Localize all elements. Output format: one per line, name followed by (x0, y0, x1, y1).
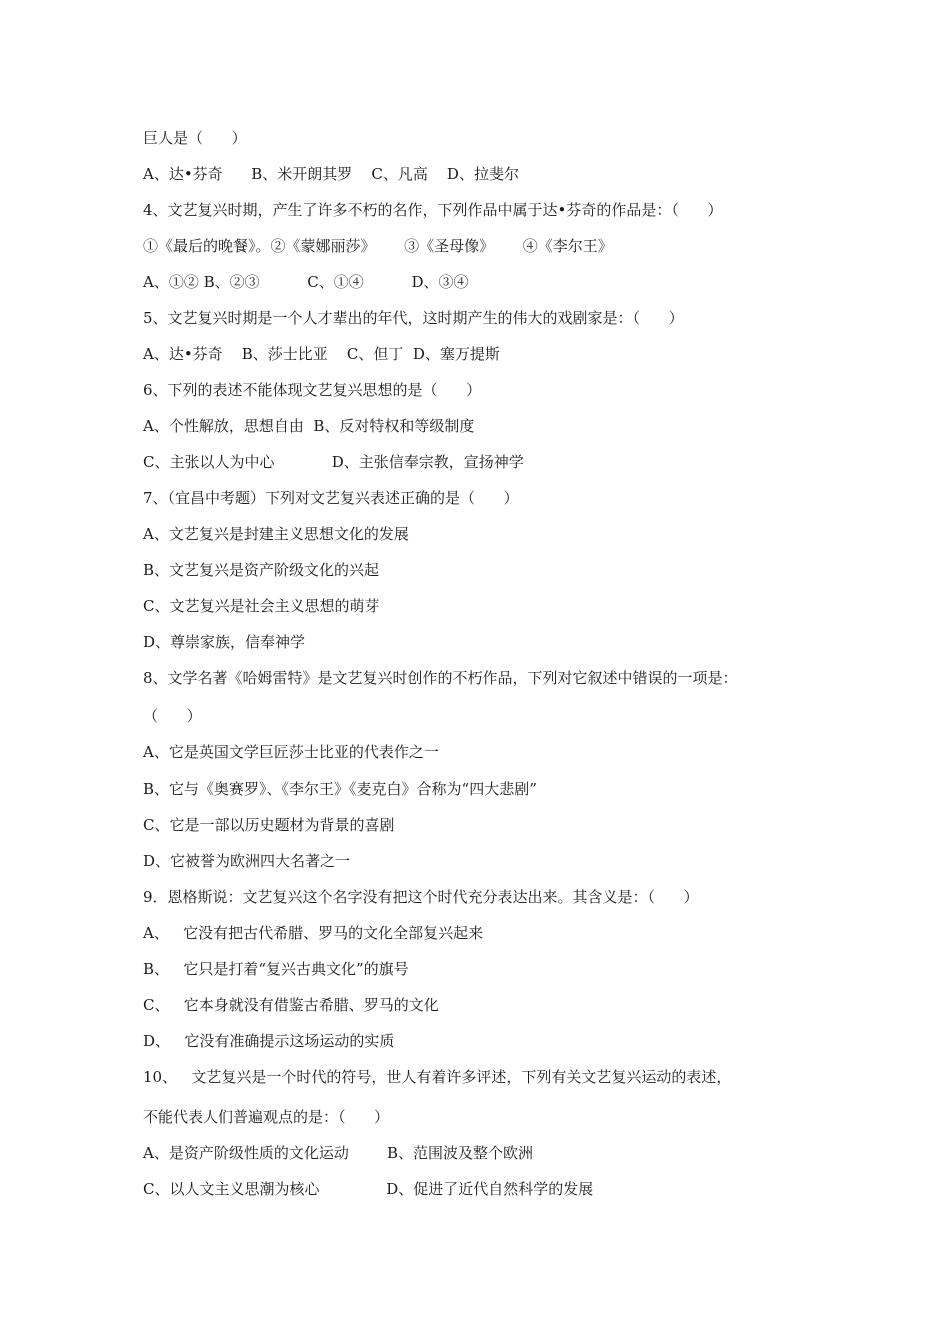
question-8-blank: （ ） (143, 707, 202, 725)
question-7-stem: 7、（宜昌中考题）下列对文艺复兴表述正确的是（ ） (143, 489, 519, 507)
question-3-options: A、达•芬奇 B、米开朗其罗 C、凡高 D、拉斐尔 (143, 165, 519, 183)
question-8-option-d: D、它被誉为欧洲四大名著之一 (143, 852, 351, 870)
question-9-option-c: C、 它本身就没有借鉴古希腊、罗马的文化 (143, 996, 439, 1014)
question-3-stem-end: 巨人是（ ） (143, 129, 247, 147)
question-10-options-cd: C、以人文主义思潮为核心 D、促进了近代自然科学的发展 (143, 1180, 594, 1198)
question-9-option-b: B、 它只是打着“复兴古典文化”的旗号 (143, 960, 409, 978)
question-7-option-b: B、文艺复兴是资产阶级文化的兴起 (143, 561, 380, 579)
question-4-works: ①《最后的晚餐》。②《蒙娜丽莎》 ③《圣母像》 ④《李尔王》 (143, 237, 613, 255)
question-7-option-c: C、文艺复兴是社会主义思想的萌芽 (143, 597, 380, 615)
question-9-option-a: A、 它没有把古代希腊、罗马的文化全部复兴起来 (143, 924, 484, 942)
question-4-stem: 4、文艺复兴时期，产生了许多不朽的名作，下列作品中属于达•芬奇的作品是：（ ） (143, 201, 723, 219)
question-5-options: A、达•芬奇 B、莎士比亚 C、但丁 D、塞万提斯 (143, 345, 500, 363)
question-8-stem: 8、文学名著《哈姆雷特》是文艺复兴时创作的不朽作品，下列对它叙述中错误的一项是： (143, 669, 738, 687)
question-8-option-c: C、它是一部以历史题材为背景的喜剧 (143, 816, 395, 834)
question-10-options-ab: A、是资产阶级性质的文化运动 B、范围波及整个欧洲 (143, 1144, 534, 1162)
question-7-option-a: A、文艺复兴是封建主义思想文化的发展 (143, 525, 409, 543)
question-10-stem: 10、 文艺复兴是一个时代的符号，世人有着许多评述，下列有关文艺复兴运动的表述， (143, 1068, 732, 1086)
question-5-stem: 5、文艺复兴时期是一个人才辈出的年代，这时期产生的伟大的戏剧家是：（ ） (143, 309, 684, 327)
question-4-options: A、①② B、②③ C、①④ D、③④ (143, 273, 469, 291)
question-6-options-cd: C、主张以人为中心 D、主张信奉宗教，宣扬神学 (143, 453, 524, 471)
question-10-stem-cont: 不能代表人们普遍观点的是：（ ） (143, 1108, 390, 1126)
question-8-option-a: A、它是英国文学巨匠莎士比亚的代表作之一 (143, 743, 439, 761)
question-8-option-b: B、它与《奥赛罗》、《李尔王》《麦克白》合称为“四大悲剧” (143, 780, 537, 798)
question-9-option-d: D、 它没有准确提示这场运动的实质 (143, 1032, 395, 1050)
question-6-options-ab: A、个性解放，思想自由 B、反对特权和等级制度 (143, 417, 475, 435)
question-6-stem: 6、下列的表述不能体现文艺复兴思想的是（ ） (143, 381, 482, 399)
question-7-option-d: D、尊崇家族，信奉神学 (143, 633, 306, 651)
question-9-stem: 9．恩格斯说：文艺复兴这个名字没有把这个时代充分表达出来。其含义是：（ ） (143, 888, 699, 906)
